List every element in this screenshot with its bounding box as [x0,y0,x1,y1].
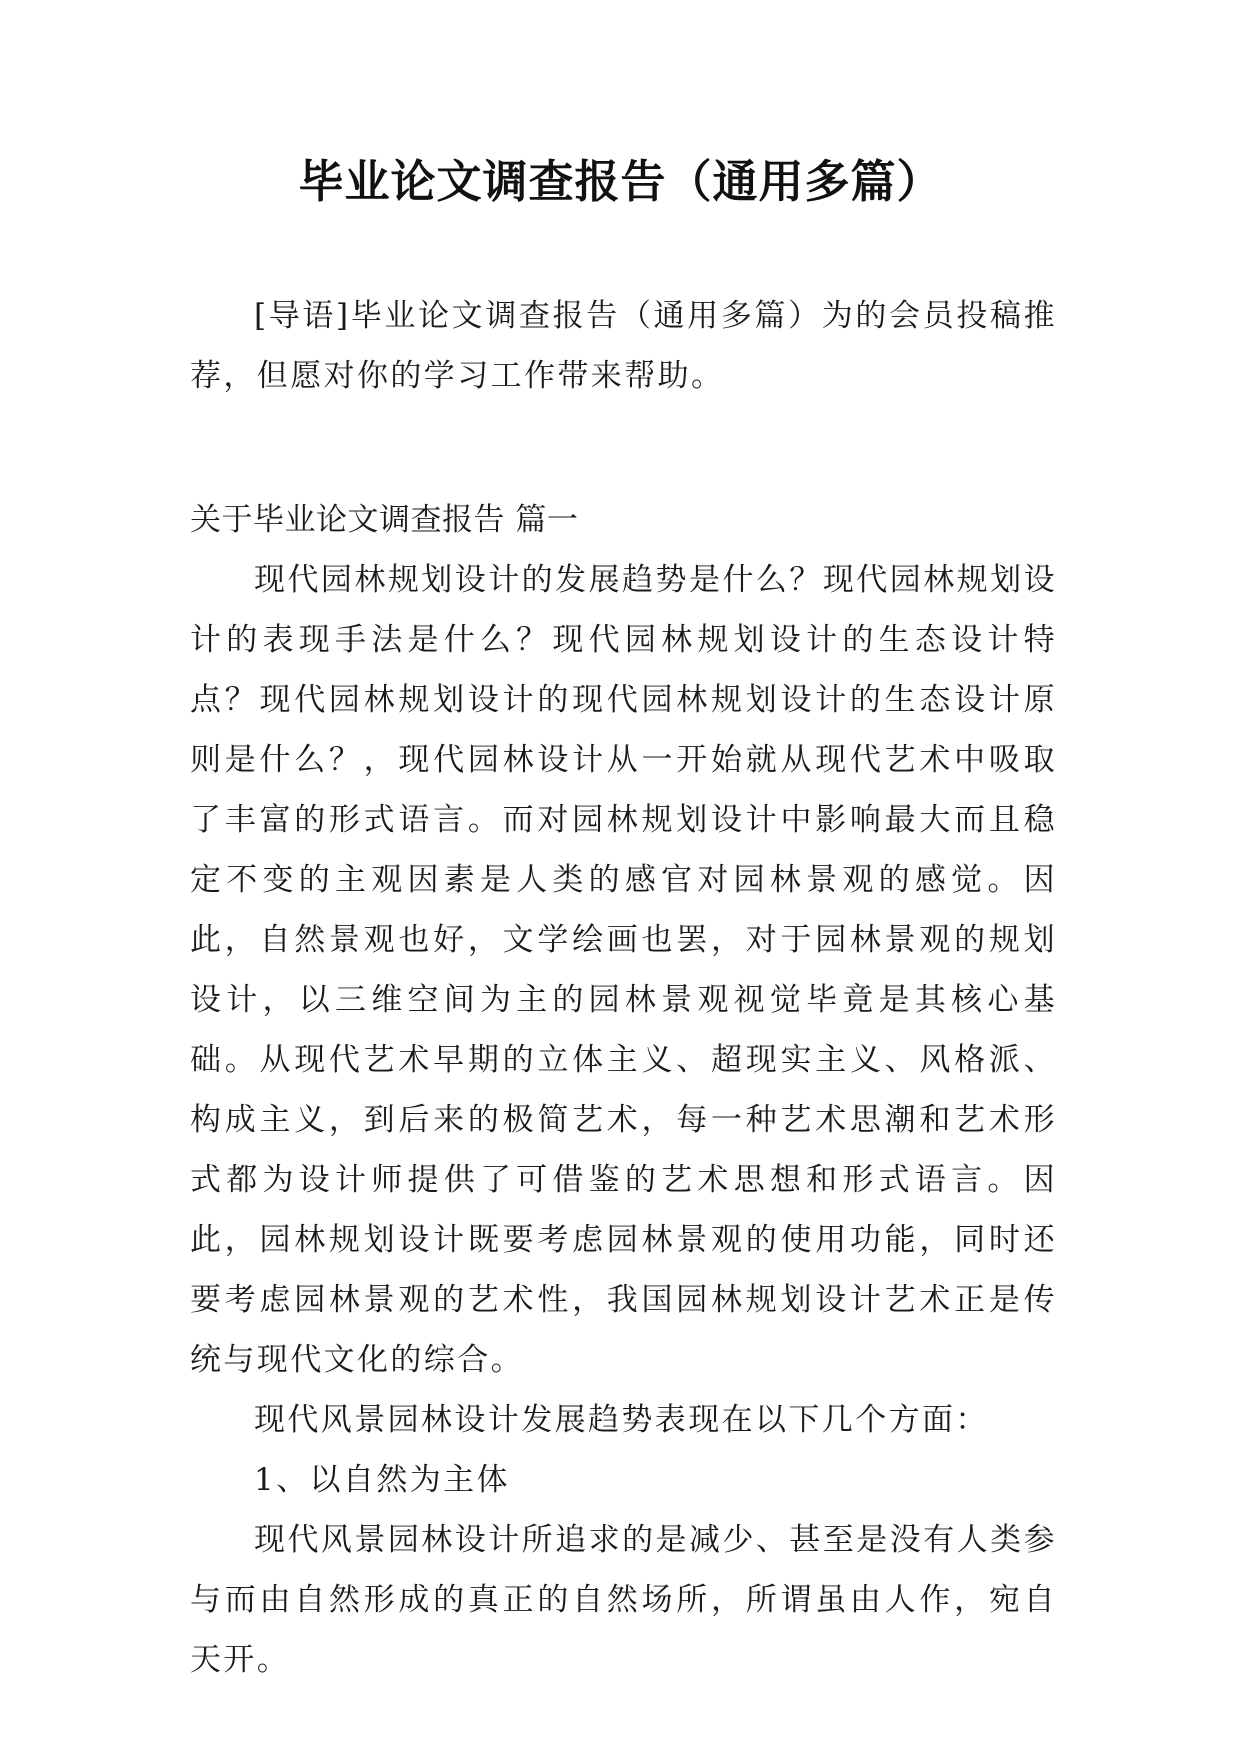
intro-paragraph: [导语]毕业论文调查报告（通用多篇）为的会员投稿推荐，但愿对你的学习工作带来帮助。 [190,298,1057,394]
list-item-heading: 1、以自然为主体 [254,1462,510,1498]
document-title: 毕业论文调查报告（通用多篇） [298,155,943,208]
body-paragraph: 现代风景园林设计发展趋势表现在以下几个方面： [254,1402,989,1438]
document-body [190,286,1057,1690]
body-paragraph: 现代园林规划设计的发展趋势是什么？现代园林规划设计的表现手法是什么？现代园林规划设计的生态设计特点？现代园林规划设计的现代园林规划设计的生态设计原则是什么？，现代园林设计从一开始就从现代艺术中吸取了丰富的形式语言。而对园林规划设计中影响最大而且稳定不变的主观因素是人类的感官对园林景观的感觉。因此，自然景观也好，文学绘画也罢，对于园林景观的规划设计，以三维空间为主的园林景观视觉毕竟是其核心基础。从现代艺术早期的立体主义、超现实主义、风格派、构成主义，到后来的极简艺术，每一种艺术思潮和艺术形式都为设计师提供了可借鉴的艺术思想和形式语言。因此，园林规划设计既要考虑园林景观的使用功能，同时还要考虑园林景观的艺术性，我国园林规划设计艺术正是传统与现代文化的综合。 [190,562,1057,1378]
section-heading: 关于毕业论文调查报告 篇一 [190,502,579,538]
body-paragraph: 现代风景园林设计所追求的是减少、甚至是没有人类参与而由自然形成的真正的自然场所，所谓虽由人作，宛自天开。 [190,1522,1057,1678]
